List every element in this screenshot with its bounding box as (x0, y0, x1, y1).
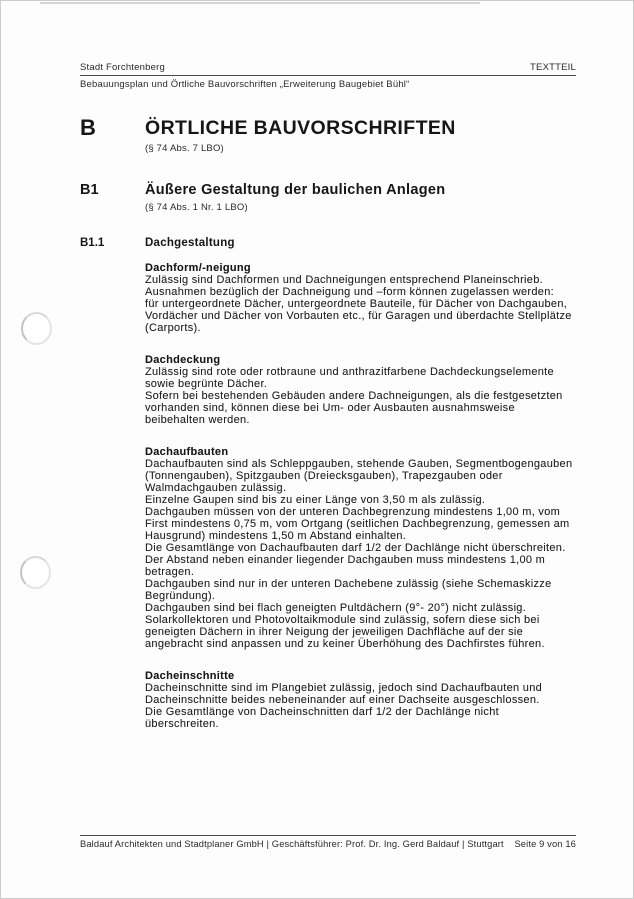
paragraph: Dachgauben sind bei flach geneigten Pultdächern (9°- 20°) nicht zulässig. (145, 602, 527, 614)
paragraph: Sofern bei bestehenden Gebäuden andere Dachneigungen, als die festgesetzten vorhanden sind, können diese bei Um- oder Ausbauten ausnahmsweise beibehalten werden. (145, 390, 563, 426)
header-rule (80, 75, 576, 76)
section-b1-legal-ref: (§ 74 Abs. 1 Nr. 1 LBO) (145, 202, 248, 213)
page-footer (80, 835, 576, 850)
block-heading: Dachaufbauten (145, 446, 229, 458)
section-b1-heading (80, 182, 576, 213)
block-dachform (145, 262, 574, 334)
section-b-label: B (80, 115, 97, 140)
paragraph: Der Abstand neben einander liegender Dachgauben muss mindestens 1,00 m betragen. (145, 554, 546, 578)
header-row (80, 62, 576, 75)
punch-hole-icon (20, 556, 51, 589)
block-heading: Dachdeckung (145, 354, 221, 366)
page-content-area (80, 0, 576, 730)
section-b-content (145, 116, 576, 154)
footer-row (80, 839, 576, 850)
block-dachdeckung (145, 354, 574, 426)
paragraph: Einzelne Gaupen sind bis zu einer Länge von 3,50 m als zulässig. (145, 494, 486, 506)
footer-company-info: Baldauf Architekten und Stadtplaner GmbH | Geschäftsführer: Prof. Dr. Ing. Gerd Baldauf | Stuttgart (80, 839, 504, 849)
section-b11-title: Dachgestaltung (145, 237, 235, 249)
block-dacheinschnitte (145, 670, 574, 730)
paragraph: Dachgauben sind nur in der unteren Dachebene zulässig (siehe Schemaskizze Begründung). (145, 578, 552, 602)
section-b-legal-ref: (§ 74 Abs. 7 LBO) (145, 143, 224, 154)
paragraph: Die Gesamtlänge von Dacheinschnitten darf 1/2 der Dachlänge nicht überschreiten. (145, 706, 499, 730)
section-b1-content (145, 182, 576, 213)
paragraph: Dachaufbauten sind als Schleppgauben, stehende Gauben, Segmentbogengauben (Tonnengauben), Spitzgauben (Dreiecksgauben), Trapezgauben oder Walmdachgauben zulässig. (145, 458, 573, 494)
header-doc-type: TEXTTEIL (530, 62, 576, 73)
paragraph: Zulässig sind Dachformen und Dachneigungen entsprechend Planeinschrieb. (145, 274, 543, 286)
punch-hole-icon (21, 312, 52, 345)
footer-page-number: Seite 9 von 16 (514, 839, 576, 849)
paragraph: Dachgauben müssen von der unteren Dachbegrenzung mindestens 1,00 m, vom First mindestens 0,75 m, vom Ortgang (seitlichen Dachbegrenzung, gemessen am Hausgrund) mindestens 1,50 m Abstand einhalten. (145, 506, 570, 542)
document-body (145, 262, 574, 730)
block-heading: Dacheinschnitte (145, 670, 235, 682)
block-dachaufbauten (145, 446, 574, 650)
page-header (80, 62, 576, 90)
footer-rule (80, 835, 576, 836)
section-b11-content (145, 237, 576, 250)
paragraph: Solarkollektoren und Photovoltaikmodule sind zulässig, sofern diese sich bei geneigten Dächern in ihrer Neigung der jeweiligen Dachfläche auf der sie angebracht sind anpassen und zu keiner Überhöhung des Dachfirstes führen. (145, 614, 545, 650)
header-subtitle: Bebauungsplan und Örtliche Bauvorschriften „Erweiterung Baugebiet Bühl“ (80, 79, 410, 90)
paragraph: Die Gesamtlänge von Dachaufbauten darf 1/2 der Dachlänge nicht überschreiten. (145, 542, 566, 554)
section-b11-heading (80, 237, 576, 250)
block-heading: Dachform/-neigung (145, 262, 251, 274)
section-b1-title: Äußere Gestaltung der baulichen Anlagen (145, 182, 446, 198)
section-b-title: ÖRTLICHE BAUVORSCHRIFTEN (145, 117, 456, 139)
section-b11-label: B1.1 (80, 237, 105, 249)
section-b-heading (80, 116, 576, 154)
paragraph: Zulässig sind rote oder rotbraune und anthrazitfarbene Dachdeckungselemente sowie begrünte Dächer. (145, 366, 554, 390)
paragraph: Dacheinschnitte sind im Plangebiet zulässig, jedoch sind Dachaufbauten und Dacheinschnitte beides nebeneinander auf einer Dachseite ausgeschlossen. (145, 682, 543, 706)
paragraph: Ausnahmen bezüglich der Dachneigung und –form können zugelassen werden: (145, 286, 555, 298)
header-municipality: Stadt Forchtenberg (80, 62, 165, 73)
paragraph: für untergeordnete Dächer, untergeordnete Bauteile, für Dächer von Dachgauben, Vordächer und Dächer von Vorbauten etc., für Garagen und überdachte Stellplätze (Carports). (145, 298, 572, 334)
section-b1-label: B1 (80, 182, 99, 198)
